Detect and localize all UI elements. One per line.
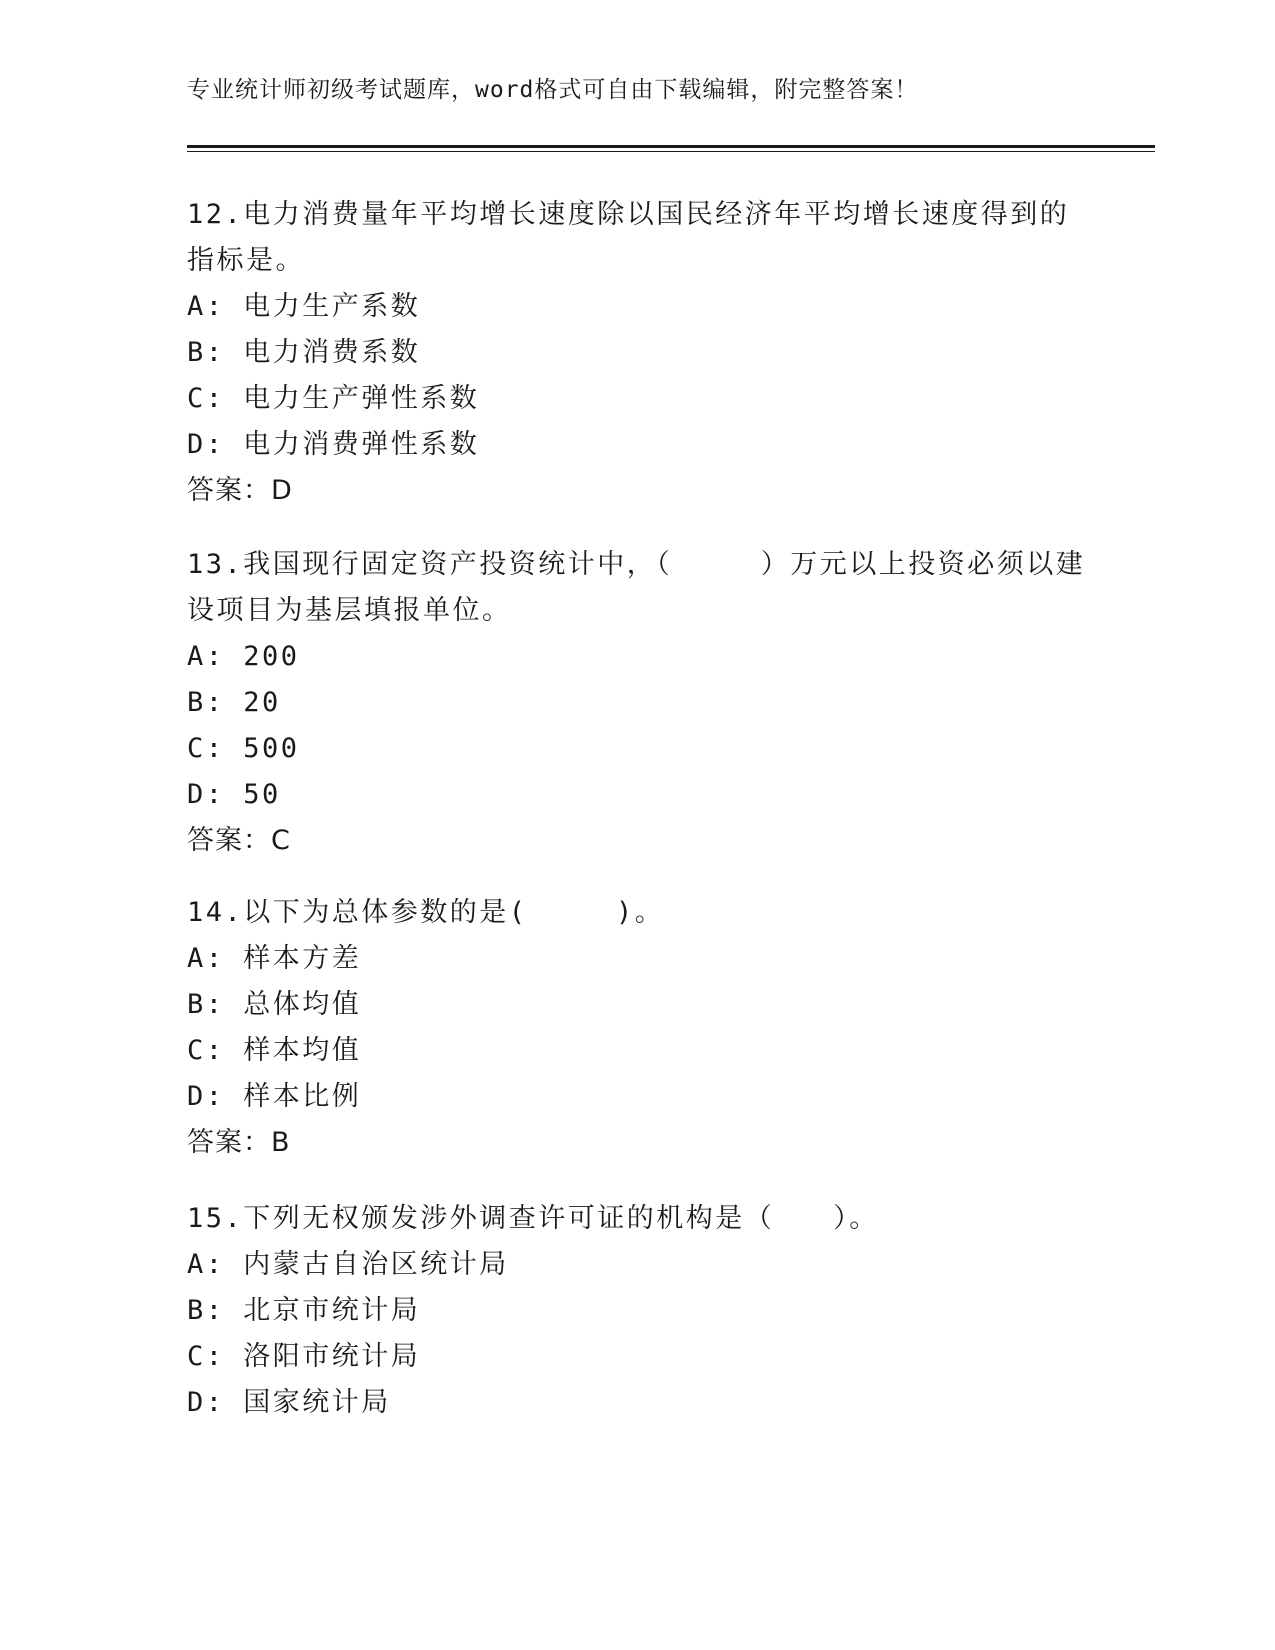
question-text: 12.电力消费量年平均增长速度除以国民经济年平均增长速度得到的指标是。 — [187, 199, 1070, 276]
option-d: D: 国家统计局 — [187, 1387, 391, 1418]
option-c: C: 500 — [187, 733, 300, 764]
option-a: A: 电力生产系数 — [187, 291, 421, 322]
page-header: 专业统计师初级考试题库，word格式可自由下载编辑，附完整答案！ — [187, 77, 919, 103]
question-14 — [187, 890, 1087, 1166]
answer: 答案：D — [187, 475, 293, 506]
option-c: C: 电力生产弹性系数 — [187, 383, 480, 414]
option-b: B: 总体均值 — [187, 989, 362, 1020]
answer: 答案：C — [187, 825, 291, 856]
option-a: A: 内蒙古自治区统计局 — [187, 1249, 509, 1280]
option-c: C: 洛阳市统计局 — [187, 1341, 421, 1372]
option-d: D: 样本比例 — [187, 1081, 362, 1112]
header-divider — [187, 145, 1155, 152]
option-c: C: 样本均值 — [187, 1035, 362, 1066]
question-15 — [187, 1196, 1087, 1426]
question-text: 13.我国现行固定资产投资统计中，（ ）万元以上投资必须以建设项目为基层填报单位。 — [187, 549, 1086, 626]
option-b: B: 电力消费系数 — [187, 337, 421, 368]
option-b: B: 20 — [187, 687, 281, 718]
option-a: A: 200 — [187, 641, 300, 672]
option-d: D: 电力消费弹性系数 — [187, 429, 480, 460]
question-text: 14.以下为总体参数的是( )。 — [187, 897, 665, 928]
question-text: 15.下列无权颁发涉外调查许可证的机构是（ ）。 — [187, 1203, 879, 1234]
option-a: A: 样本方差 — [187, 943, 362, 974]
answer: 答案：B — [187, 1127, 291, 1158]
question-13 — [187, 542, 1087, 864]
question-12 — [187, 192, 1087, 514]
option-b: B: 北京市统计局 — [187, 1295, 421, 1326]
option-d: D: 50 — [187, 779, 281, 810]
